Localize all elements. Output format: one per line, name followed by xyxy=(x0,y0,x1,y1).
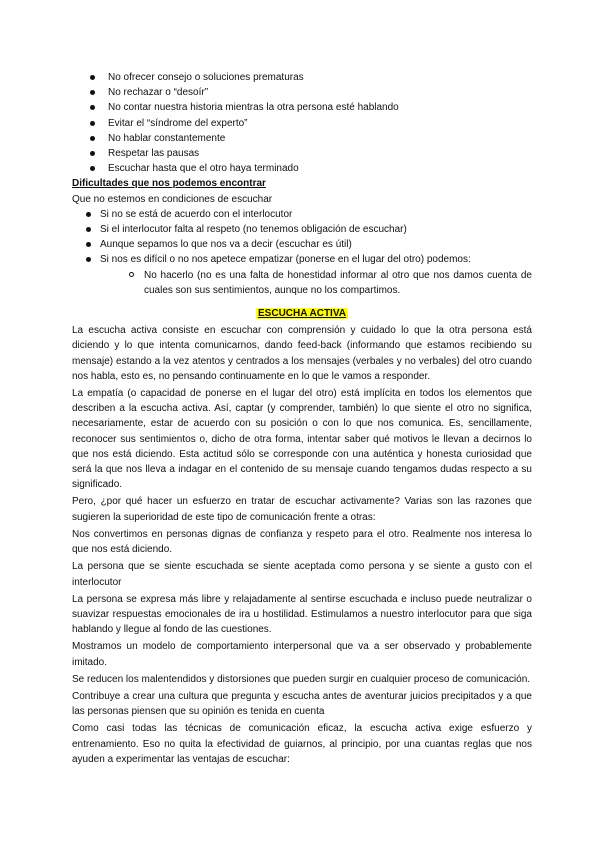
list-item: No hacerlo (no es una falta de honestidad informar al otro que nos damos cuenta de cuales son sus sentimientos, aunque no los compartimos. xyxy=(72,268,532,298)
paragraph: Contribuye a crear una cultura que pregunta y escucha antes de aventurar juicios precipitados y a que las personas piensen que su opinión es tenida en cuenta xyxy=(72,690,532,718)
list-item: No ofrecer consejo o soluciones prematuras xyxy=(72,70,532,85)
difficulties-heading: Dificultades que nos podemos encontrar xyxy=(72,178,266,190)
section-title: ESCUCHA ACTIVA xyxy=(258,308,346,320)
list-item: Si nos es difícil o no nos apetece empatizar (ponerse en el lugar del otro) podemos: xyxy=(72,252,532,267)
list-item: Si el interlocutor falta al respeto (no tenemos obligación de escuchar) xyxy=(72,222,532,237)
paragraph: Pero, ¿por qué hacer un esfuerzo en tratar de escuchar activamente? Varias son las razones que sugieren la superioridad de este tipo de comunicación frente a otras: xyxy=(72,496,532,523)
paragraph: Nos convertimos en personas dignas de confianza y respeto para el otro. Realmente nos interesa lo que nos está diciendo. xyxy=(72,528,532,556)
difficulties-sublist xyxy=(72,268,532,298)
list-item: Aunque sepamos lo que nos va a decir (escuchar es útil) xyxy=(72,237,532,252)
page-content xyxy=(72,70,532,767)
paragraph: Como casi todas las técnicas de comunicación eficaz, la escucha activa exige esfuerzo y entrenamiento. Eso no quita la efectividad de guiarnos, al principio, por una cuantas reglas que nos ayuden a experimentar las ventajas de escuchar: xyxy=(72,723,532,765)
section-title-wrap xyxy=(72,306,532,321)
difficulties-intro: Que no estemos en condiciones de escuchar xyxy=(72,193,273,205)
list-item: Respetar las pausas xyxy=(72,146,532,161)
paragraph: La persona se expresa más libre y relajadamente al sentirse escuchada e incluso puede neutralizar o suavizar respuestas emocionales de ira u hostilidad. Estimulamos a nuestro interlocutor para que siga hablando y llegue al fondo de las cuestiones. xyxy=(72,593,532,636)
list-item: No hablar constantemente xyxy=(72,131,532,146)
list-item: No contar nuestra historia mientras la otra persona esté hablando xyxy=(72,100,532,115)
list-item: Si no se está de acuerdo con el interlocutor xyxy=(72,207,532,222)
list-item: No rechazar o “desoír” xyxy=(72,85,532,100)
paragraph: Se reducen los malentendidos y distorsiones que pueden surgir en cualquier proceso de comunicación. xyxy=(72,673,531,685)
paragraph: La empatía (o capacidad de ponerse en el lugar del otro) está implícita en todos los elementos que describen a la escucha activa. Así, captar (y comprender, también) lo que siente el otro no significa, necesariamente, estar de acuerdo con su posición o con lo que nos comunica. Es, sencillamente, reconocer sus sentimientos o, dicho de otra forma, intentar saber qué motivos le llevan a decirnos lo que nos está diciendo. Esta actitud sólo se corresponde con una auténtica y honesta curiosidad que será la que nos lleva a indagar en el contenido de su mensaje cuando tengamos dudas respecto a su significado. xyxy=(72,388,532,491)
paragraph: Mostramos un modelo de comportamiento interpersonal que va a ser observado y probablemente imitado. xyxy=(72,641,532,668)
listening-tips-list xyxy=(72,70,532,176)
list-item: Escuchar hasta que el otro haya terminado xyxy=(72,161,532,176)
list-item: Evitar el “síndrome del experto” xyxy=(72,116,532,131)
difficulties-list xyxy=(72,207,532,268)
paragraph: La persona que se siente escuchada se siente aceptada como persona y se siente a gusto con el interlocutor xyxy=(72,561,532,588)
paragraph: La escucha activa consiste en escuchar con comprensión y cuidado lo que la otra persona está diciendo y lo que intenta comunicarnos, dando feed-back (informando que estamos recibiendo su mensaje) estando a la vez atentos y centrados a los mensajes (verbales y no verbales) del otro cuando nos habla, esto es, no pensando continuamente en lo que le vamos a responder. xyxy=(72,325,532,382)
